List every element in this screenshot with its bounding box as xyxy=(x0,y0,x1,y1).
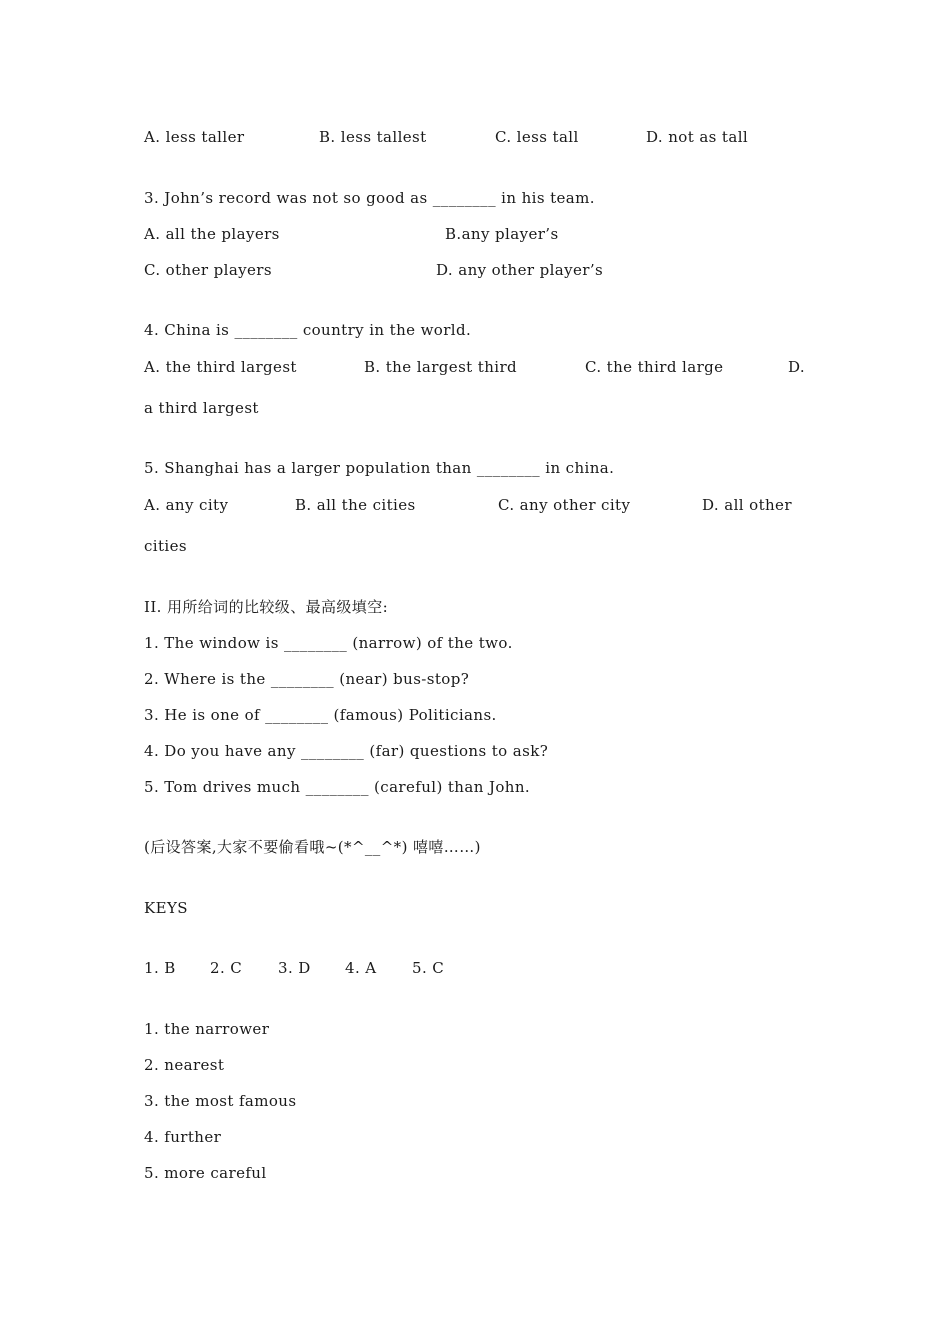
q4-option-d-label: D. xyxy=(788,358,806,376)
q3-option-d: D. any other player’s xyxy=(436,261,604,279)
q3-option-c: C. other players xyxy=(144,261,272,279)
section2-heading: II. 用所给词的比较级、最高级填空: xyxy=(144,598,389,616)
key-part2-5: 5. more careful xyxy=(144,1164,267,1182)
key-part2-2: 2. nearest xyxy=(144,1056,225,1074)
q3-option-a: A. all the players xyxy=(144,225,280,243)
q3-stem: 3. John’s record was not so good as ________ in his team. xyxy=(144,189,595,207)
key-part2-1: 1. the narrower xyxy=(144,1020,270,1038)
q4-stem: 4. China is ________ country in the world. xyxy=(144,321,472,339)
key-part1-3: 3. D xyxy=(278,959,311,977)
key-part1-2: 2. C xyxy=(210,959,243,977)
section2-item-4: 4. Do you have any ________ (far) questions to ask? xyxy=(144,742,549,760)
q2-option-b: B. less tallest xyxy=(319,128,427,146)
q5-option-c: C. any other city xyxy=(498,496,631,514)
q4-option-c: C. the third large xyxy=(585,358,724,376)
q2-option-d: D. not as tall xyxy=(646,128,749,146)
key-part1-4: 4. A xyxy=(345,959,377,977)
q4-option-b: B. the largest third xyxy=(364,358,518,376)
q2-option-a: A. less taller xyxy=(144,128,245,146)
key-part1-1: 1. B xyxy=(144,959,176,977)
section2-item-1: 1. The window is ________ (narrow) of the two. xyxy=(144,634,513,652)
q2-option-c: C. less tall xyxy=(495,128,579,146)
q5-option-d: D. all other xyxy=(702,496,792,514)
key-part2-4: 4. further xyxy=(144,1128,222,1146)
q3-option-b: B.any player’s xyxy=(445,225,559,243)
q5-option-d-cont: cities xyxy=(144,537,187,555)
keys-title: KEYS xyxy=(144,899,188,917)
key-part1-5: 5. C xyxy=(412,959,445,977)
q5-option-b: B. all the cities xyxy=(295,496,416,514)
q5-option-a: A. any city xyxy=(144,496,229,514)
answer-note: (后设答案,大家不要偷看哦~(*^__^*) 嘻嘻……) xyxy=(144,838,481,856)
q4-option-d-text: a third largest xyxy=(144,399,259,417)
key-part2-3: 3. the most famous xyxy=(144,1092,297,1110)
q4-option-a: A. the third largest xyxy=(144,358,297,376)
section2-item-5: 5. Tom drives much ________ (careful) than John. xyxy=(144,778,531,796)
section2-item-3: 3. He is one of ________ (famous) Politicians. xyxy=(144,706,497,724)
q5-stem: 5. Shanghai has a larger population than ________ in china. xyxy=(144,459,615,477)
section2-item-2: 2. Where is the ________ (near) bus-stop? xyxy=(144,670,470,688)
